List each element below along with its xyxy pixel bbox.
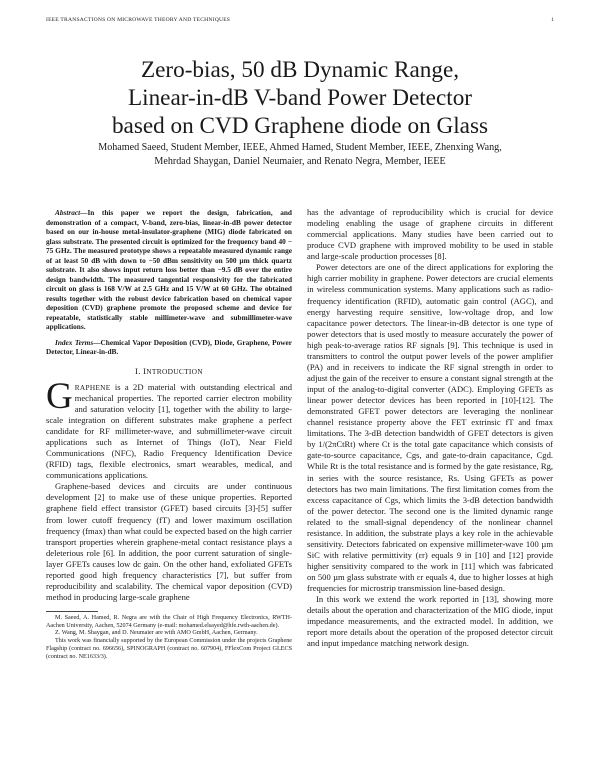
abstract-text: —In this paper we report the design, fabrication, and demonstration of a compact, V-band, zero-bias, linear-in-dB power detector based on our in-house metal-insulator-graphene (MIG) diode fabricated on glass substrate. The presented circuit is optimized for the frequency band 40 − 75 GHz. The measured prototype shows a repeatable measured dynamic range of at least 50 dB with down to −50 dBm sensitivity on 500 µm thick quartz substrate. It also shows input return loss better than −9.5 dB over the entire design bandwidth. The measured tangential responsivity for the fabricated circuit on glass is 168 V/W at 2.5 GHz and 15 V/W at 60 GHz. The obtained results together with the robust device fabrication based on chemical vapor deposition (CVD) graphene promote the proposed scheme and device for repeatable, statistically stable millimeter-wave and submillimeter-wave applications. — [46, 208, 292, 332]
intro-paragraph-1 — [46, 375, 292, 482]
left-column — [46, 208, 292, 661]
footnote-affiliation-2: Z. Wang, M. Shaygan, and D. Neumaier are with AMO GmbH, Aachen, Germany. — [55, 630, 258, 637]
index-terms — [46, 338, 292, 357]
intro-text-1: is a 2D material with outstanding electrical and mechanical properties. The reported carrier electron mobility and saturation velocity [1], together with the ability to large-scale integration on different substrates make graphene a perfect candidate for RF millimeter-wave, and submillimeter-wave circuit applications such as Internet of Things (IoT), Near Field Communications (NFC), Radio Frequency Identification Device (RFID) tags, flexible electronics, smart wearables, medical, and communications applications. — [46, 381, 292, 481]
index-terms-lead: Index Terms — [55, 337, 94, 347]
running-head — [46, 17, 554, 27]
authors-line-1: Mohamed Saeed, Student Member, IEEE, Ahmed Hamed, Student Member, IEEE, Zhenxing Wang, — [98, 142, 502, 153]
body-paragraph-continued: has the advantage of reproducibility which is crucial for device modeling enabling the usage of graphene circuits in different commercial applications. Many studies have been carried out to produce CVD graphene with improved mobility to be used in stable and large-scale production processes [8]. — [307, 207, 553, 262]
section-name: NTRODUCTION — [146, 366, 203, 376]
paper-title — [40, 56, 560, 141]
abstract — [46, 208, 292, 332]
right-column — [307, 207, 553, 650]
authors-line-2: Mehrdad Shaygan, Daniel Neumaier, and Renato Negra, Member, IEEE — [154, 156, 446, 168]
title-line-1: Zero-bias, 50 dB Dynamic Range, — [140, 57, 460, 83]
section-heading-introduction — [46, 366, 292, 377]
title-line-2: Linear-in-dB V-band Power Detector — [127, 85, 473, 112]
title-line-3: based on CVD Graphene diode on Glass — [111, 113, 489, 140]
journal-name: IEEE TRANSACTIONS ON MICROWAVE THEORY AND TECHNIQUES — [46, 17, 231, 23]
index-terms-text: —Chemical Vapor Deposition (CVD), Diode, Graphene, Power Detector, Linear-in-dB. — [46, 337, 292, 357]
body-paragraph-this-work: In this work we extend the work reported in [13], showing more details about the operation and characterization of the MIG diode, input impedance measurements, and the extracted model. In addition, we report more details about the operation of the proposed detector circuit and input impedance matching network design. — [307, 594, 553, 649]
intro-paragraph-2: Graphene-based devices and circuits are under continuous development [2] to make use of these unique properties. Reported graphene field effect transistor (GFET) based circuits [3]-[5] suffer from lower cutoff frequency (fT) and lower maximum oscillation frequency (fmax) than what could be expected based on the high carrier transport properties wherein graphene-metal contact resistance plays a deleterious role [6]. In addition, the poor current saturation of single-layer GFETs causes low dc gain. On the other hand, exfoliated GFETs reported good high frequency characteristics [7], but suffer from reproducibility and scalability. The chemical vapor deposition (CVD) method in producing large-scale graphene — [46, 481, 292, 602]
body-paragraph-power-detectors: Power detectors are one of the direct applications for exploring the high carrier mobility in graphene. Power detectors are crucial elements in wireless communication systems. Many applications such as radio-frequency identification (RFID), automatic gain control (AGC), and energy harvesting require sensitive, low-voltage drop, and low capacitance power detectors. The linear-in-dB detector is one type of power detectors that is used mostly to measure accurately the power of high peak-to-average ratios RF signals [9]. This technique is used in transmitters to control the output power levels of the power amplifier (PA) and in receivers to indicate the RF signal strength in order to adjust the gain of the receiver to ensure a constant signal strength at the input of the analog-to-digital converter (ADC). Employing GFETs as linear power detector devices has been reported in [10]-[12]. The demonstrated GFET power detectors are leveraging the nonlinear channel resistance property above the FET extrinsic fT and fmax limitations. The 3-dB detection bandwidth of GFET detectors is given by 1/(2πCtRt) where Ct is the total gate capacitance which consists of gate-to-source capacitance, Cgs, and gate-to-drain capacitance, Cgd. While Rt is the total resistance and is formed by the gate resistance, Rg, in series with the source resistance, Rs. Using GFETs as power detectors has two main limitations. The first limitation comes from the excess capacitance of Cgs, which limits the 3-dB detection bandwidth of the power detector. The second one is the limited dynamic range related to the small-signal dependency of the nonlinear channel resistance. In addition, the substrate plays a key role in the achievable sensitivity. Detectors fabricated on expensive millimeter-wave 100 µm SiC with relative permittivity (εr) equals 9 in [10] and [12] provide higher sensitivity compared to the work in [11] which was fabricated on 500 µm glass substrate with εr equals 4, due to higher losses at high frequencies for microstrip transmission line-based design. — [307, 262, 553, 594]
section-number: I. I — [135, 365, 147, 376]
author-list — [40, 141, 560, 169]
abstract-lead: Abstract — [55, 208, 81, 217]
intro-caps-word: RAPHENE — [74, 382, 111, 392]
footnote-divider — [46, 611, 98, 612]
footnote-affiliation-1: M. Saeed, A. Hamed, R. Negra are with the Chair of High Frequency Electronics, RWTH-Aachen University, Aachen, 52074 Germany (e-mail: mohamed.elsayed@hfe.rwth-aachen.de). — [46, 615, 292, 629]
drop-cap: G — [46, 375, 73, 417]
footnote-funding: This work was financially supported by the European Commission under the projects Graphene Flagship (contract no. 696656), SPINOGRAPH (contract no. 607904), FFlexCom Project GLECS (contract no. NE1633/3). — [46, 638, 292, 660]
page-number: 1 — [551, 17, 554, 23]
